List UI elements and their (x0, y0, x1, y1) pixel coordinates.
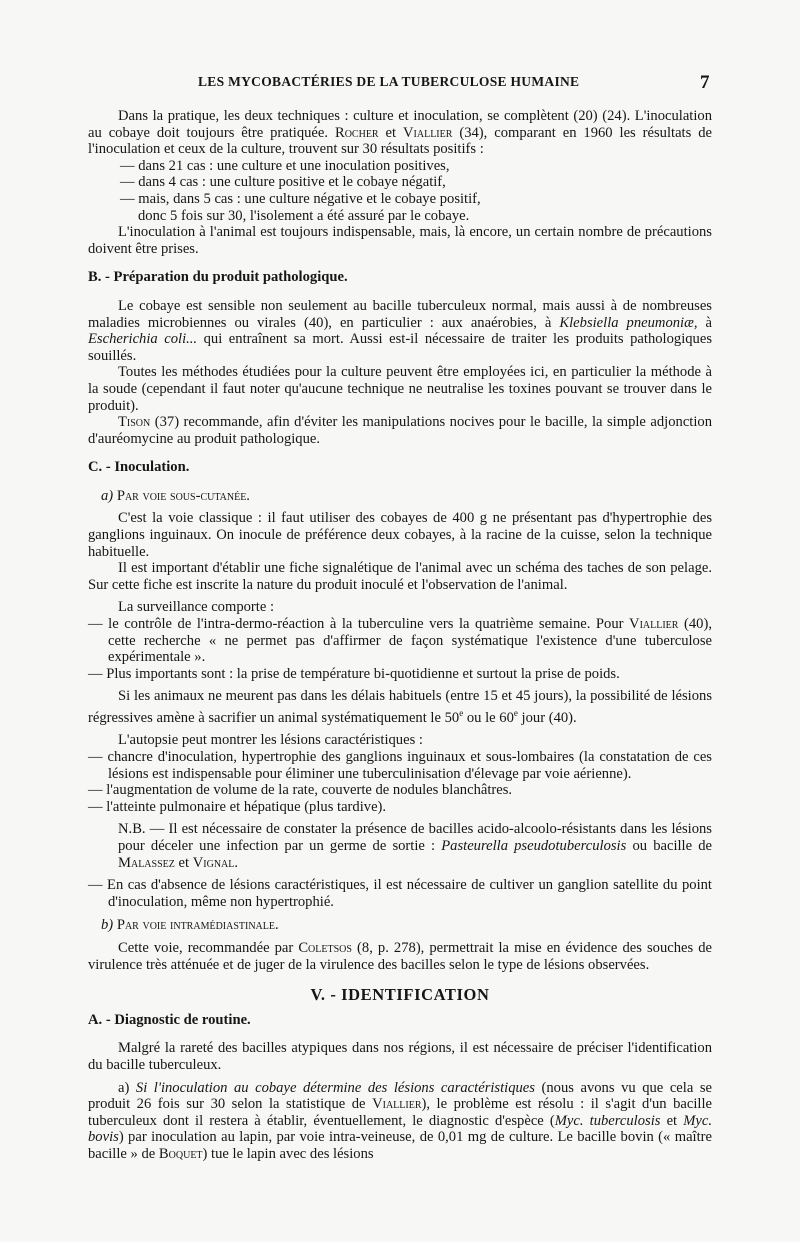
text-span: Le cobaye est sensible non seulement au bacille tuberculeux normal, mais aussi à de nombreuses maladies microbiennes ou virales (40), en particulier : aux anaérobies, à (88, 297, 712, 331)
paragraph: C'est la voie classique : il faut utiliser des cobayes de 400 g ne présentant pas d'hypertrophie des ganglions inguinaux. On inocule de préférence deux cobayes, à la racine de la cuisse, selon la technique habituelle. (88, 510, 712, 560)
species-name: Escherichia coli... (88, 331, 198, 348)
body-text (88, 108, 712, 1163)
paragraph (88, 298, 712, 364)
text-span: ) par inoculation au lapin, par voie intra-veineuse, de 0,01 mg de culture. Le bacille bovin (« maître bacille » de (88, 1129, 712, 1162)
species-name: Klebsiella pneumoniæ, (559, 314, 698, 331)
text-span: — le contrôle de l'intra-dermo-réaction à la tuberculine vers la quatrième semaine. Pour (88, 616, 624, 633)
paragraph (88, 1080, 712, 1163)
author-name: Viallier (403, 124, 453, 141)
paragraph: Toutes les méthodes étudiées pour la culture peuvent être employées ici, en particulier la méthode à la soude (cependant il faut noter qu'aucune technique ne neutralise les toxines pouvant se trouver dans le produit). (88, 364, 712, 414)
list-item: — chancre d'inoculation, hypertrophie des ganglions inguinaux et sous-lombaires (la constatation de ces lésions est indispensable pour éliminer une tuberculinisation d'élevage par voie aérienne). (88, 749, 712, 782)
text-span: ), le problème est résolu : il s'agit d'un bacille tuberculeux dont il restera à établir, éventuellement, le diagnostic d'espèce ( (88, 1096, 712, 1129)
text-span: et (666, 1112, 678, 1129)
list-item: — Plus importants sont : la prise de température bi-quotidienne et surtout la prise de poids. (88, 665, 620, 682)
paragraph (88, 414, 712, 447)
text-span: Dans la pratique, les deux techniques : culture et inoculation, se complètent (20) (24). L'inoculation au cobaye doit toujours être pratiquée. (88, 108, 712, 141)
species-name: Myc. bovis (88, 1112, 713, 1146)
section-heading-c: C. - Inoculation. (88, 459, 190, 476)
list-item: — l'atteinte pulmonaire et hépatique (plus tardive). (88, 798, 387, 815)
paragraph (88, 940, 712, 973)
species-name: Pasteurella pseudotuberculosis (441, 838, 627, 855)
section-heading-b: B. - Préparation du produit pathologique. (88, 269, 348, 286)
subsection-heading-a (88, 488, 712, 505)
list-item: — En cas d'absence de lésions caractéristiques, il est nécessaire de cultiver un ganglion satellite du point d'inoculation, même non hypertrophié. (88, 877, 712, 910)
subsection-heading-b (88, 917, 712, 934)
author-name: Coletsos (298, 939, 352, 956)
text-span: ou bacille de (632, 838, 713, 855)
paragraph (88, 688, 712, 726)
author-name: Viallier (629, 616, 679, 633)
author-name: Viallier (372, 1096, 422, 1113)
list-item: — mais, dans 5 cas : une culture négative et le cobaye positif, (120, 190, 481, 207)
paragraph: La surveillance comporte : (118, 599, 275, 616)
list-item: — dans 21 cas : une culture et une inoculation positives, (120, 157, 450, 174)
text-span: ) tue le lapin avec des lésions (202, 1145, 374, 1162)
running-title: LES MYCOBACTÉRIES DE LA TUBERCULOSE HUMAINE (198, 74, 580, 89)
text-span: jour (40). (521, 709, 577, 726)
subsection-letter: a) (101, 487, 114, 504)
paragraph: Malgré la rareté des bacilles atypiques dans nos régions, il est nécessaire de préciser l'identification du bacille tuberculeux. (88, 1040, 712, 1073)
author-name: Vignal. (192, 854, 239, 871)
text-span: Cette voie, recommandée par (118, 939, 294, 956)
list-item: — l'augmentation de volume de la rate, couverte de nodules blanchâtres. (88, 782, 513, 799)
paragraph: L'autopsie peut montrer les lésions caractéristiques : (118, 732, 423, 749)
italic-phrase: Si l'inoculation au cobaye détermine des lésions caractéristiques (135, 1079, 535, 1096)
superscript: e (459, 708, 464, 718)
section-heading-a: A. - Diagnostic de routine. (88, 1011, 251, 1028)
text-span: (37) recommande, afin d'éviter les manipulations nocives pour le bacille, la simple adjonction d'auréomycine au produit pathologique. (88, 414, 712, 447)
text-span: a) (118, 1079, 130, 1096)
list-conclusion: donc 5 fois sur 30, l'isolement a été assuré par le cobaye. (138, 207, 470, 224)
species-name: Myc. tuberculosis (554, 1112, 661, 1129)
paragraph: Il est important d'établir une fiche signalétique de l'animal avec un schéma des taches de son pelage. Sur cette fiche est inscrite la nature du produit inoculé et l'observation de l'animal. (88, 560, 712, 593)
subsection-letter: b) (101, 917, 114, 934)
author-name: Tison (118, 414, 151, 431)
text-span: (8, p. 278), permettrait la mise en évidence des souches de virulence très atténuée et de juger de la virulence des bacilles selon le type de lésions observées. (88, 939, 713, 973)
text-span: à (705, 314, 712, 331)
list-item: — dans 4 cas : une culture positive et le cobaye négatif, (120, 174, 446, 191)
section-heading-v: V. - IDENTIFICATION (310, 985, 490, 1005)
text-span: Si les animaux ne meurent pas dans les délais habituels (entre 15 et 45 jours), la possibilité de lésions régressives amène à sacrifier un animal systématiquement le 50 (88, 688, 712, 726)
text-span: (40), cette recherche « ne permet pas d'affirmer de façon systématique l'existence d'une tuberculose expérimentale ». (108, 616, 712, 666)
subsection-title: Par voie sous-cutanée. (116, 487, 250, 504)
page-number: 7 (700, 72, 710, 93)
text-span: qui entraînent sa mort. Aussi est-il nécessaire de traiter les produits pathologiques souillés. (88, 331, 712, 364)
text-span: (nous avons vu que cela se produit 26 fois sur 30 selon la statistique de (88, 1079, 712, 1113)
author-name: Rocher (334, 124, 379, 141)
nb-paragraph (88, 821, 712, 871)
text-span: ou le 60 (466, 709, 514, 726)
list-item (88, 616, 712, 666)
text-span: et (178, 854, 190, 871)
paragraph (88, 108, 712, 158)
author-name: Boquet (158, 1145, 203, 1162)
paragraph: L'inoculation à l'animal est toujours indispensable, mais, là encore, un certain nombre de précautions doivent être prises. (88, 224, 712, 257)
author-name: Malassez (118, 854, 175, 871)
text-span: (34), comparant en 1960 les résultats de l'inoculation et ceux de la culture, trouvent sur 30 résultats positifs : (88, 124, 712, 158)
text-span: N.B. — Il est nécessaire de constater la présence de bacilles acido-alcoolo-résistants dans les lésions pour déceler une infection par un germe de sortie : (118, 821, 712, 855)
text-span: et (385, 124, 397, 141)
subsection-title: Par voie intramédiastinale. (116, 917, 279, 934)
superscript: e (513, 708, 518, 718)
